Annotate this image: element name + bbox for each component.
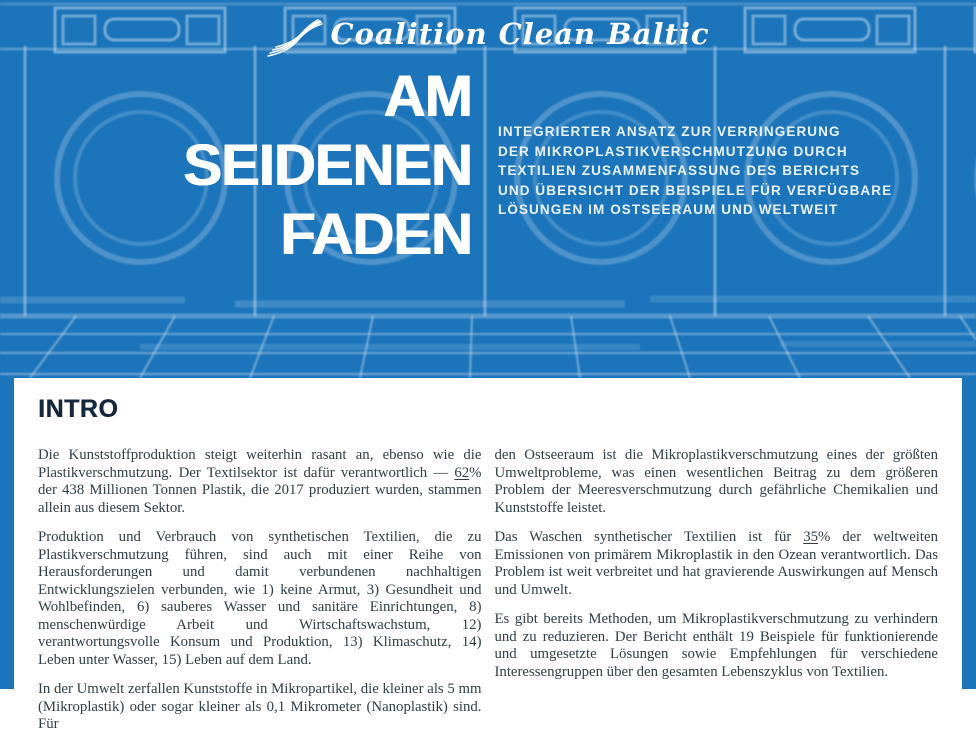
brand-logo (0, 10, 976, 58)
report-subtitle (498, 122, 948, 220)
intro-column-left (38, 447, 482, 746)
wave-swoosh-icon (266, 18, 324, 60)
intro-paragraph: Produktion und Verbrauch von synthetischen Textilien, die zu Plastikverschmutzung führen, sind auch mit einer Reihe von Herausforderungen und damit verbundenen nachhaltigen Entwicklungszielen verbunden, wie 1) keine Armut, 3) Gesundheit und Wohlbefinden, 6) sauberes Wasser und sanitäre Einrichtungen, 8) menschenwürdige Arbeit und Wirtschaftswachstum, 12) verantwortungsvolle Konsum und Produktion, 13) Klimaschutz, 14) Leben unter Wasser, 15) Leben auf dem Land. (38, 529, 482, 668)
text-line: UND ÜBERSICHT DER BEISPIELE FÜR VERFÜGBARE (498, 182, 893, 198)
intro-paragraph: Die Kunststoffproduktion steigt weiterhin rasant an, ebenso wie die Plastikverschmutzung. Der Textilsektor ist dafür verantwortlich — 62% der 438 Millionen Tonnen Plastik, die 2017 produziert wurden, stammen allein aus diesem Sektor. (38, 447, 482, 516)
text-line: INTEGRIERTER ANSATZ ZUR VERRINGERUNG (498, 124, 841, 139)
brand-name: Coalition Clean Baltic (330, 17, 710, 51)
section-heading-intro: INTRO (38, 395, 119, 423)
content-panel (14, 378, 962, 732)
intro-paragraph: den Ostseeraum ist die Mikroplastikverschmutzung eines der größten Umweltprobleme, was einen wesentlichen Beitrag zu dem größeren Problem der Meeresverschmutzung durch gefährliche Chemikalien und Kunststoffe leistet. (494, 447, 938, 516)
text-line: DER MIKROPLASTIKVERSCHMUTZUNG DURCH (498, 143, 848, 159)
text-line: LÖSUNGEN IM OSTSEERAUM UND WELTWEIT (498, 202, 839, 217)
intro-column-right (495, 447, 939, 746)
text-line: SEIDENEN (183, 133, 472, 198)
underlined-reference-link[interactable]: 62 (454, 464, 470, 481)
text-line: FADEN (280, 202, 472, 267)
report-title (0, 62, 472, 269)
intro-paragraph: Das Waschen synthetischer Textilien ist für 35% der weltweiten Emissionen von primärem Mikroplastik in den Ozean verantwortlich. Das Problem ist weit verbreitet und hat gravierende Auswirkungen auf Mensch und Umwelt. (494, 529, 938, 598)
intro-paragraph: Es gibt bereits Methoden, um Mikroplastikverschmutzung zu verhindern und zu reduzieren. Der Bericht enthält 19 Beispiele für funktionierende und umgesetzte Lösungen sowie Empfehlungen für verschiedene Interessengruppen über den gesamten Lebenszyklus von Textilien. (494, 611, 938, 680)
intro-paragraph: In der Umwelt zerfallen Kunststoffe in Mikropartikel, die kleiner als 5 mm (Mikroplastik) oder sogar kleiner als 0,1 Mikrometer (Nanoplastik) sind. Für (38, 681, 482, 732)
underlined-reference-link[interactable]: 35 (803, 529, 819, 545)
text-line: TEXTILIEN ZUSAMMENFASSUNG DES BERICHTS (498, 163, 861, 178)
text-line: AM (383, 64, 472, 129)
intro-columns (38, 447, 938, 746)
